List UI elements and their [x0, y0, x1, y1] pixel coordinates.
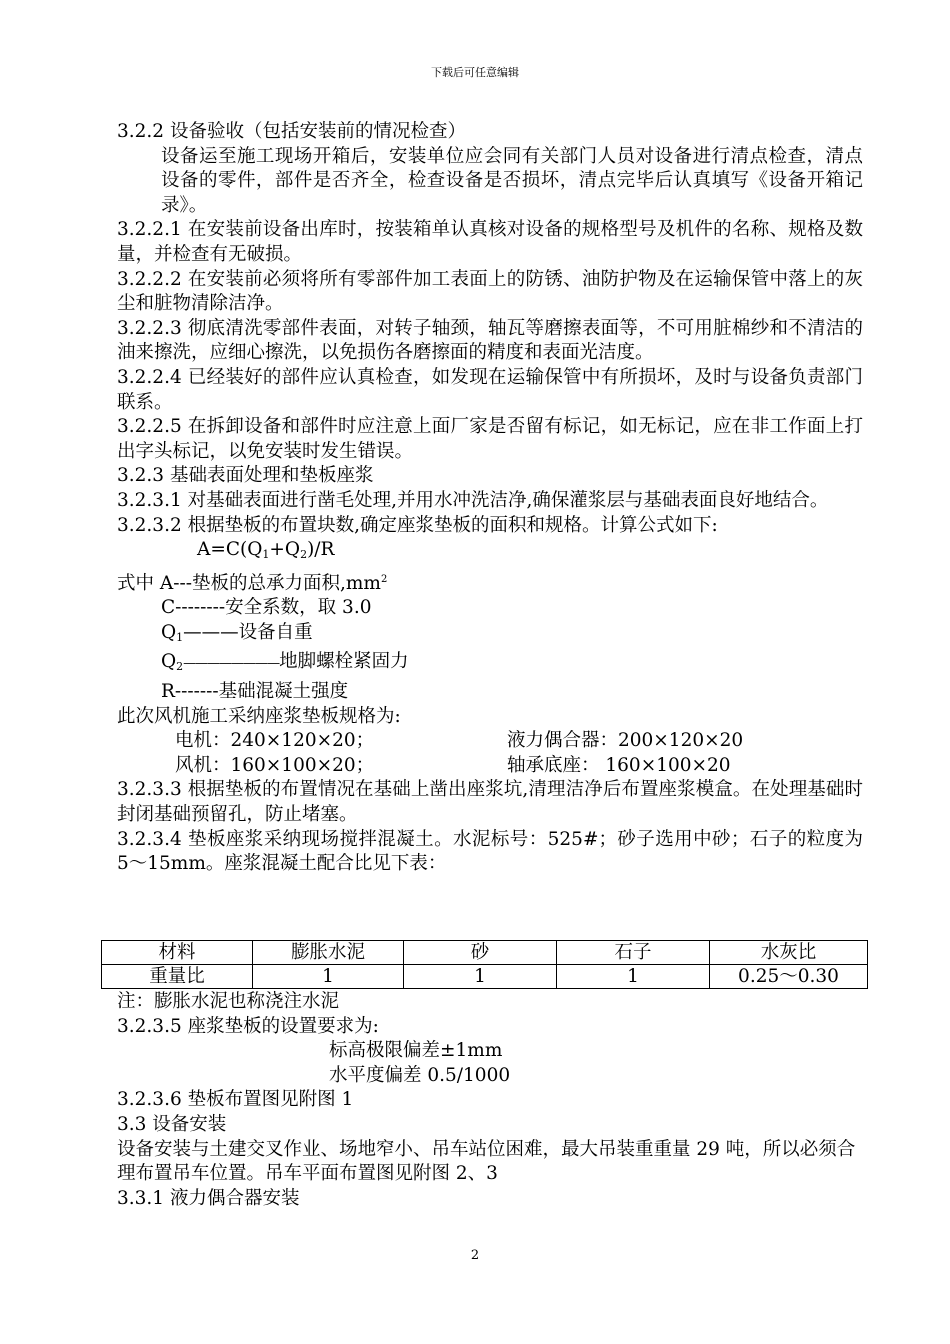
- tolerance-elevation: 标高极限偏差±1mm: [329, 1040, 503, 1062]
- table-row: [102, 965, 868, 989]
- pad-spec-bearing: 轴承底座： 160×100×20: [507, 754, 731, 776]
- page-number: 2: [470, 1248, 480, 1263]
- table-cell: 1: [253, 965, 404, 989]
- paragraph-pad-spec-intro: 此次风机施工采纳座浆垫板规格为:: [117, 705, 401, 727]
- paragraph-3-2-3-1: 3.2.3.1 对基础表面进行凿毛处理,并用水冲洗洁净,确保灌浆层与基础表面良好地结合。: [117, 489, 829, 511]
- table-header-cell: 膨胀水泥: [253, 941, 404, 965]
- paragraph-3-2-2-5: 3.2.2.5 在拆卸设备和部件时应注意上面厂家是否留有标记，如无标记，应在非工作面上打出字头标记，以免安装时发生错误。: [117, 416, 863, 462]
- document-body: [117, 120, 863, 877]
- paragraph-3-2-3-6: 3.2.3.6 垫板布置图见附图 1: [117, 1089, 354, 1111]
- document-body-continued: [117, 990, 863, 1211]
- paragraph-unpacking: 设备运至施工现场开箱后，安装单位应会同有关部门人员对设备进行清点检查，清点设备的零件，部件是否齐全，检查设备是否损坏，清点完毕后认真填写《设备开箱记录》。: [161, 145, 863, 216]
- paragraph-3-2-2-4: 3.2.2.4 已经装好的部件应认真检查，如发现在运输保管中有所损坏，及时与设备负责部门联系。: [117, 366, 863, 413]
- table-cell: 1: [557, 965, 710, 989]
- table-header-cell: 石子: [557, 941, 710, 965]
- paragraph-3-2-3-5: 3.2.3.5 座浆垫板的设置要求为:: [117, 1015, 379, 1037]
- definition-c: C--------安全系数，取 3.0: [161, 597, 372, 619]
- pad-spec-fan: 风机：160×100×20；: [175, 754, 375, 776]
- definition-a: 式中 A---垫板的总承力面积$,mm^2$: [117, 572, 388, 594]
- paragraph-3-2-2-3: 3.2.2.3 彻底清洗零部件表面，对转子轴颈，轴瓦等磨擦表面等，不可用脏棉纱和不清洁的油来擦洗，应细心擦洗，以免损伤各磨擦面的精度和表面光洁度。: [117, 317, 863, 364]
- pad-spec-motor: 电机：240×120×20；: [175, 730, 375, 752]
- tolerance-level: 水平度偏差 0.5/1000: [329, 1064, 511, 1086]
- table-header-cell: 材料: [102, 941, 253, 965]
- table-header-cell: 水灰比: [710, 941, 868, 965]
- paragraph-installation: 设备安装与土建交叉作业、场地窄小、吊车站位困难，最大吊装重重量 29 吨，所以必须合理布置吊车位置。吊车平面布置图见附图 2、3: [117, 1138, 856, 1185]
- area-formula: $A=C(Q_1+Q_2)/R$: [197, 539, 335, 562]
- table-cell: 重量比: [102, 965, 253, 989]
- table-header-cell: 砂: [404, 941, 557, 965]
- paragraph-3-2-3-2: 3.2.3.2 根据垫板的布置块数,确定座浆垫板的面积和规格。计算公式如下:: [117, 514, 718, 536]
- paragraph-3-2-2-1: 3.2.2.1 在安装前设备出库时，按装箱单认真核对设备的规格型号及机件的名称、规格及数量，并检查有无破损。: [117, 219, 863, 265]
- section-heading-3-2-3: 3.2.3 基础表面处理和垫板座浆: [117, 465, 374, 487]
- paragraph-3-2-3-3: 3.2.3.3 根据垫板的布置情况在基础上凿出座浆坑,清理洁净后布置座浆模盒。在处理基础时封闭基础预留孔，防止堵塞。: [117, 779, 863, 826]
- section-heading-3-3: 3.3 设备安装: [117, 1113, 227, 1135]
- paragraph-3-2-3-4: 3.2.3.4 垫板座浆采纳现场搅拌混凝土。水泥标号：525#；砂子选用中砂；石子的粒度为 5～15mm。座浆混凝土配合比见下表：: [117, 828, 863, 875]
- pad-spec-row-1: [117, 729, 863, 754]
- section-heading-3-3-1: 3.3.1 液力偶合器安装: [117, 1187, 300, 1209]
- pad-spec-coupler: 液力偶合器：200×120×20: [507, 730, 744, 752]
- table-cell: 0.25～0.30: [710, 965, 868, 989]
- section-heading-3-2-2: 3.2.2 设备验收（包括安装前的情况检查）: [117, 121, 466, 142]
- table-header-row: [102, 941, 868, 965]
- table-note: 注：膨胀水泥也称浇注水泥: [117, 991, 340, 1012]
- pad-spec-row-2: [117, 754, 863, 779]
- page-header-note: 下载后可任意编辑: [431, 66, 519, 79]
- mix-ratio-table: [101, 940, 868, 989]
- definition-q2: $Q_2————————$地脚螺栓紧固力: [161, 651, 409, 674]
- paragraph-3-2-2-2: 3.2.2.2 在安装前必须将所有零部件加工表面上的防锈、油防护物及在运输保管中落上的灰尘和脏物清除洁净。: [117, 268, 863, 315]
- definition-q1: $Q_1———$设备自重: [161, 621, 313, 644]
- definition-r: R-------基础混凝土强度: [161, 681, 349, 703]
- table-cell: 1: [404, 965, 557, 989]
